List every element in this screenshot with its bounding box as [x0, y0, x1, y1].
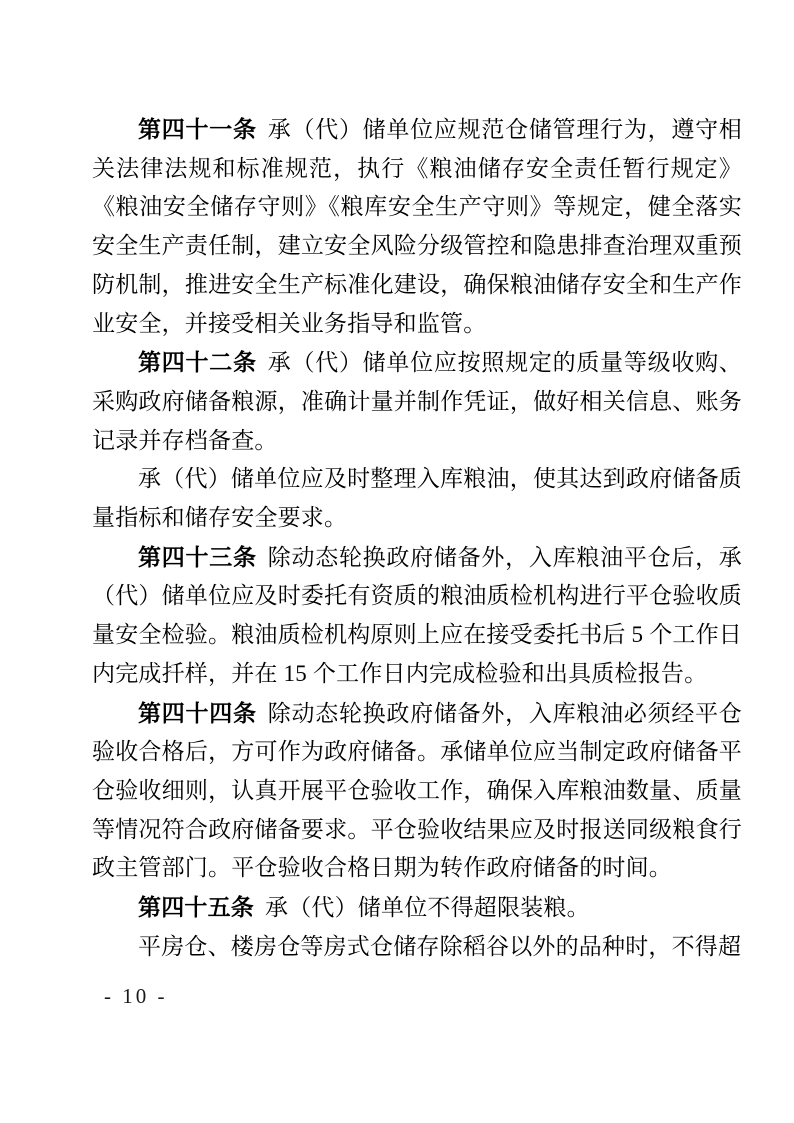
article-paragraph	[92, 538, 742, 694]
article-paragraph	[92, 343, 742, 460]
article-number: 第四十四条	[138, 699, 257, 726]
article-paragraph	[92, 110, 742, 343]
body-paragraph	[92, 460, 742, 537]
paragraph-text: 除动态轮换政府储备外，入库粮油必须经平仓验收合格后，方可作为政府储备。承储单位应当制定政府储备平仓验收细则，认真开展平仓验收工作，确保入库粮油数量、质量等情况符合政府储备要求。平仓验收结果应及时报送同级粮食行政主管部门。平仓验收合格日期为转作政府储备的时间。	[92, 700, 743, 881]
paragraph-text: 承（代）储单位应及时整理入库粮油，使其达到政府储备质量指标和储存安全要求。	[92, 466, 742, 531]
article-paragraph	[92, 888, 742, 928]
article-number: 第四十一条	[138, 116, 257, 142]
article-number: 第四十三条	[138, 543, 257, 570]
paragraph-text: 承（代）储单位应规范仓储管理行为，遵守相关法律法规和标准规范，执行《粮油储存安全责任暂行规定》《粮油安全储存守则》《粮库安全生产守则》等规定，健全落实安全生产责任制，建立安全风险分级管控和隐患排查治理双重预防机制，推进安全生产标准化建设，确保粮油储存安全和生产作业安全，并接受相关业务指导和监管。	[92, 117, 743, 336]
article-number: 第四十二条	[138, 349, 257, 376]
page-number: - 10 -	[104, 984, 168, 1008]
paragraph-text: 除动态轮换政府储备外，入库粮油平仓后，承（代）储单位应及时委托有资质的粮油质检机构进行平仓验收质量安全检验。粮油质检机构原则上应在接受委托书后 5 个工作日内完成扦样，并在 15 个工作日内完成检验和出具质检报告。	[92, 544, 743, 686]
body-paragraph	[92, 928, 742, 967]
paragraph-text: 承（代）储单位不得超限装粮。	[265, 895, 590, 921]
paragraph-text: 平房仓、楼房仓等房式仓储存除稻谷以外的品种时，不得超	[138, 933, 742, 959]
article-number: 第四十五条	[138, 894, 254, 921]
document-body	[92, 110, 742, 966]
article-paragraph	[92, 694, 742, 889]
paragraph-text: 承（代）储单位应按照规定的质量等级收购、采购政府储备粮源，准确计量并制作凭证，做好相关信息、账务记录并存档备查。	[92, 350, 743, 453]
